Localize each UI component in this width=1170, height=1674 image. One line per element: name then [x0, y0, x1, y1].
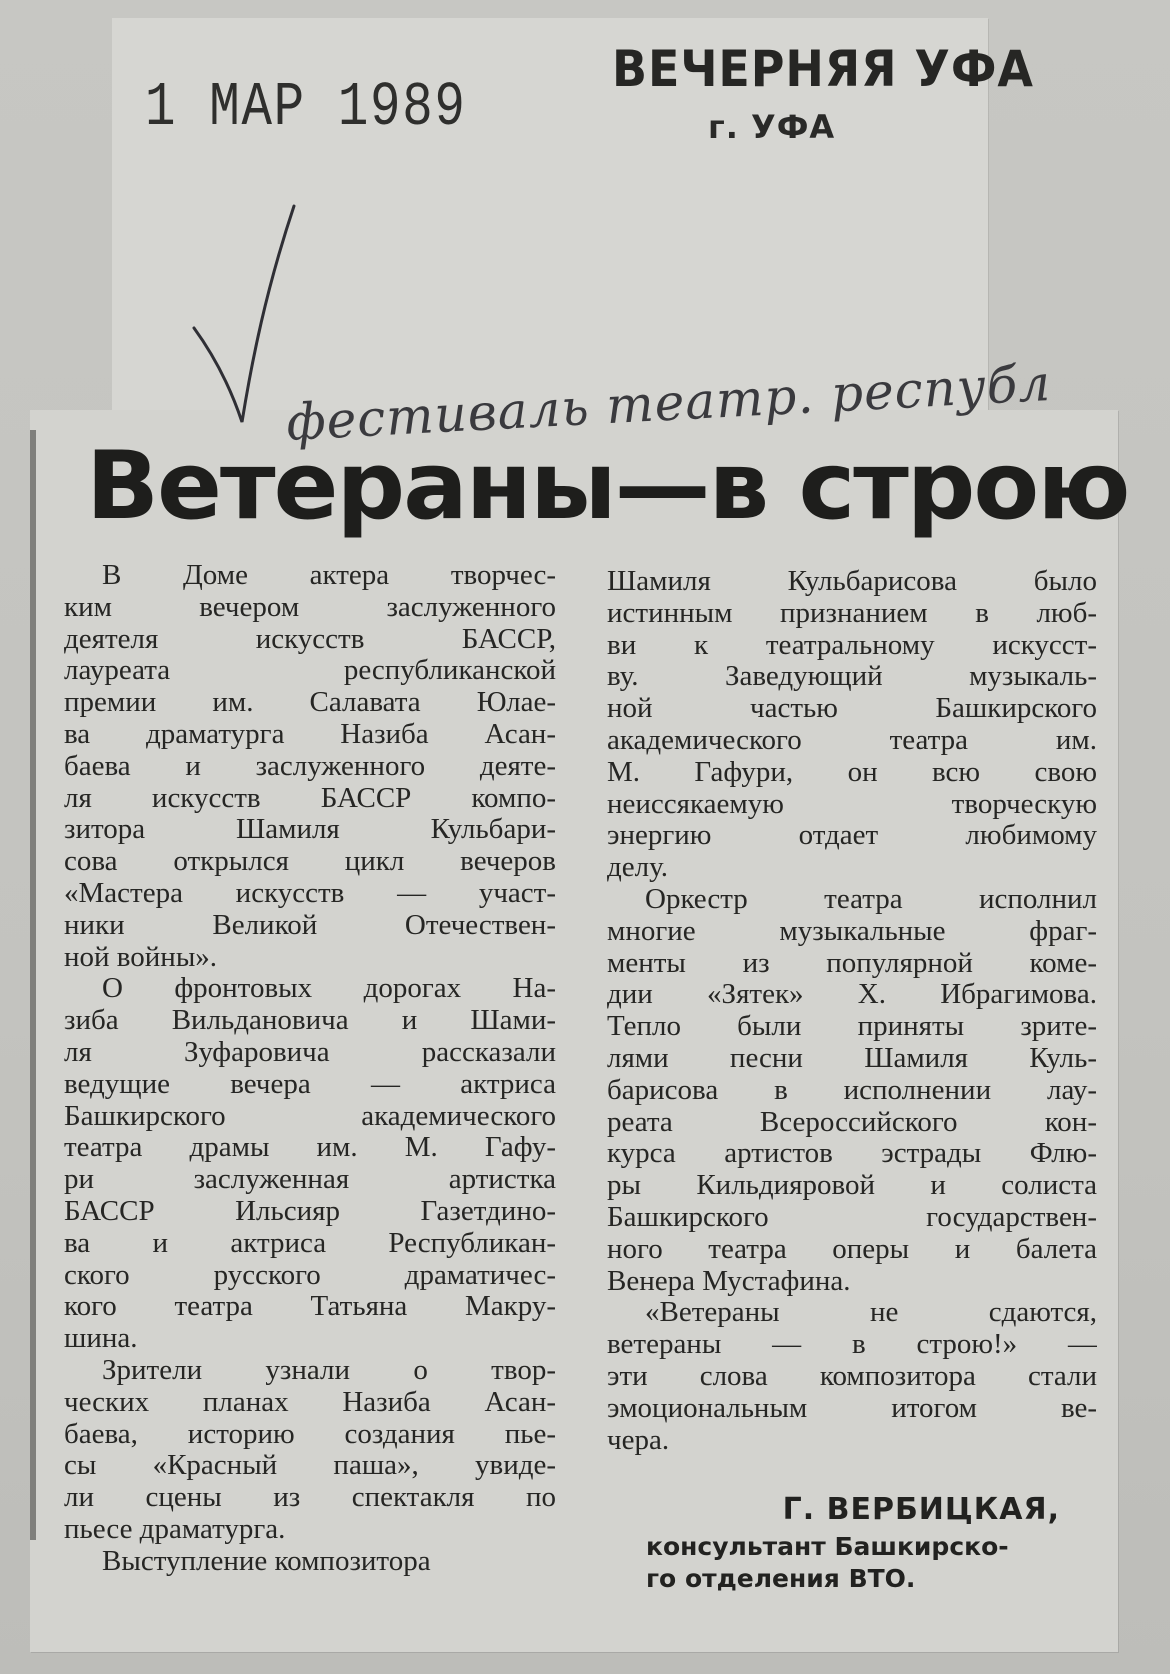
- article-column-left: [64, 560, 556, 1578]
- article-text-line: многие музыкальные фраг-: [607, 915, 1097, 947]
- article-signature: [640, 1492, 1060, 1595]
- article-text-line: зитора Шамиля Кульбари-: [64, 814, 556, 846]
- newspaper-city-stamp: г. УФА: [708, 108, 836, 146]
- article-text-line: БАССР Ильсияр Газетдино-: [64, 1195, 556, 1227]
- article-text-line: «Мастера искусств — участ-: [64, 877, 556, 909]
- article-text-line: ва и актриса Республикан-: [64, 1227, 556, 1259]
- article-text-line: театра драмы им. М. Гафу-: [64, 1132, 556, 1164]
- article-text-line: курса артистов эстрады Флю-: [607, 1138, 1097, 1170]
- article-text-line: ву. Заведующий музыкаль-: [607, 661, 1097, 693]
- article-text-line: Венера Мустафина.: [607, 1265, 851, 1297]
- article-text-line: ви к театральному искусст-: [607, 629, 1097, 661]
- article-text-line: дии «Зятек» Х. Ибрагимова.: [607, 979, 1097, 1011]
- article-text-line: ческих планах Назиба Асан-: [64, 1386, 556, 1418]
- article-text-line: ли сцены из спектакля по: [64, 1482, 556, 1514]
- article-text-line: Башкирского академического: [64, 1100, 556, 1132]
- article-text-line: ри заслуженная артистка: [64, 1164, 556, 1196]
- article-text-line: деятеля искусств БАССР,: [64, 623, 556, 655]
- date-stamp: 1 МАР 1989: [145, 72, 467, 143]
- article-text-line: ной войны».: [64, 941, 218, 973]
- article-text-line: Выступление композитора: [102, 1545, 431, 1577]
- article-text-line: В Доме актера творчес-: [102, 560, 556, 591]
- article-text-line: О фронтовых дорогах На-: [102, 973, 556, 1005]
- article-text-line: ля Зуфаровича рассказали: [64, 1036, 556, 1068]
- article-text-line: зиба Вильдановича и Шами-: [64, 1005, 556, 1037]
- article-text-line: Шамиля Кульбарисова было: [607, 566, 1097, 597]
- article-text-line: «Ветераны не сдаются,: [645, 1297, 1097, 1329]
- article-text-line: делу.: [607, 852, 668, 884]
- article-text-line: Тепло были приняты зрите-: [607, 1011, 1097, 1043]
- article-text-line: ной частью Башкирского: [607, 693, 1097, 725]
- article-text-line: баева и заслуженного деяте-: [64, 750, 556, 782]
- article-text-line: ного театра оперы и балета: [607, 1233, 1097, 1265]
- article-column-right: [607, 566, 1097, 1456]
- article-text-line: менты из популярной коме-: [607, 947, 1097, 979]
- article-text-line: барисова в исполнении лау-: [607, 1074, 1097, 1106]
- article-text-line: шина.: [64, 1323, 138, 1355]
- article-text-line: академического театра им.: [607, 724, 1097, 756]
- article-text-line: ского русского драматичес-: [64, 1259, 556, 1291]
- article-text-line: Оркестр театра исполнил: [645, 883, 1097, 915]
- article-text-line: эти слова композитора стали: [607, 1360, 1097, 1392]
- author-role-line: го отделения ВТО.: [646, 1564, 916, 1593]
- article-text-line: ва драматурга Назиба Асан-: [64, 718, 556, 750]
- article-text-line: ры Кильдияровой и солиста: [607, 1170, 1097, 1202]
- article-text-line: Зрители узнали о твор-: [102, 1354, 556, 1386]
- author-role-line: консультант Башкирско-: [646, 1532, 1009, 1561]
- article-text-line: баева, историю создания пье-: [64, 1418, 556, 1450]
- article-text-line: кого театра Татьяна Макру-: [64, 1291, 556, 1323]
- article-text-line: Башкирского государствен-: [607, 1201, 1097, 1233]
- article-text-line: ким вечером заслуженного: [64, 591, 556, 623]
- article-text-line: сова открылся цикл вечеров: [64, 846, 556, 878]
- article-text-line: сы «Красный паша», увиде-: [64, 1450, 556, 1482]
- author-name: Г. ВЕРБИЦКАЯ,: [782, 1492, 1060, 1527]
- article-text-line: чера.: [607, 1424, 670, 1456]
- article-text-line: ники Великой Отечествен-: [64, 909, 556, 941]
- article-text-line: лауреата республиканской: [64, 655, 556, 687]
- article-headline: Ветераны—в строю: [86, 432, 1129, 541]
- article-text-line: истинным признанием в люб-: [607, 597, 1097, 629]
- article-text-line: реата Всероссийского кон-: [607, 1106, 1097, 1138]
- article-text-line: неиссякаемую творческую: [607, 788, 1097, 820]
- article-text-line: эмоциональным итогом ве-: [607, 1392, 1097, 1424]
- article-text-line: премии им. Салавата Юлае-: [64, 687, 556, 719]
- article-text-line: энергию отдает любимому: [607, 820, 1097, 852]
- article-text-line: ветераны — в строю!» —: [607, 1329, 1097, 1361]
- article-text-line: М. Гафури, он всю свою: [607, 756, 1097, 788]
- article-text-line: пьесе драматурга.: [64, 1513, 286, 1545]
- newspaper-name-stamp: ВЕЧЕРНЯЯ УФА: [612, 40, 1034, 98]
- article-text-line: лями песни Шамиля Куль-: [607, 1042, 1097, 1074]
- article-text-line: ведущие вечера — актриса: [64, 1068, 556, 1100]
- handwritten-note: фестиваль театр. республ: [285, 353, 1053, 452]
- article-text-line: ля искусств БАССР компо-: [64, 782, 556, 814]
